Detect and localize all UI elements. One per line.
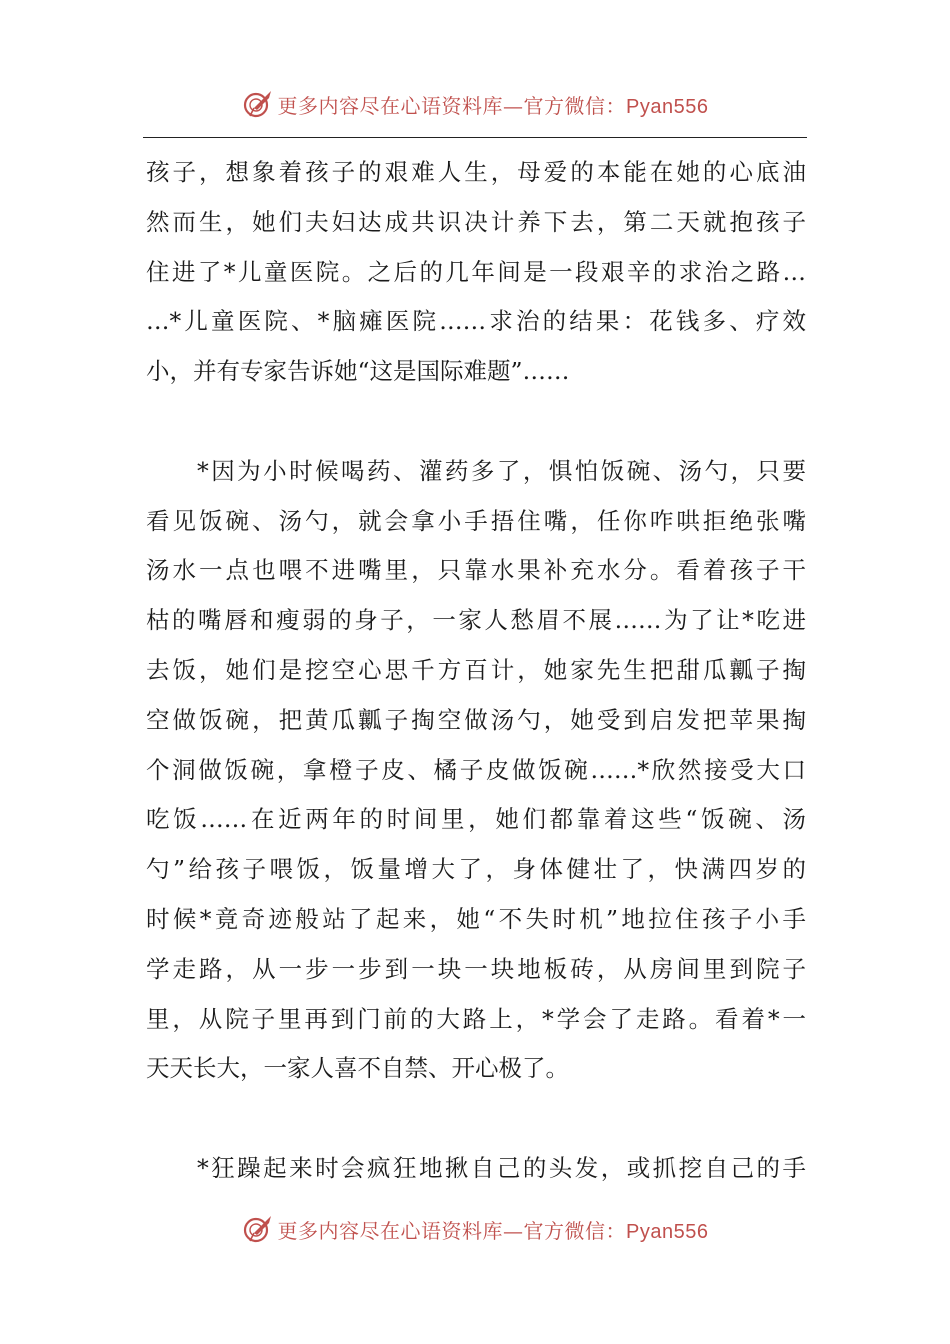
- text-line: 吃饭……在近两年的时间里，她们都靠着这些“饭碗、汤: [146, 805, 806, 834]
- header-rule: [143, 137, 807, 138]
- text-line: …*儿童医院、*脑瘫医院……求治的结果：花钱多、疗效: [146, 307, 806, 336]
- header-banner: [0, 86, 950, 122]
- text-line: 然而生，她们夫妇达成共识决计养下去，第二天就抱孩子: [146, 207, 806, 236]
- document-body: [146, 148, 806, 1194]
- text-line: 天天长大，一家人喜不自禁、开心极了。: [146, 1054, 569, 1083]
- quill-logo-icon: [242, 88, 274, 120]
- text-line: 孩子，想象着孩子的艰难人生，母爱的本能在她的心底油: [146, 158, 806, 186]
- footer-wechat-id: Pyan556: [626, 1220, 709, 1243]
- text-line: 里，从院子里再到门前的大路上，*学会了走路。看着*一: [146, 1004, 806, 1033]
- text-line: 勺”给孩子喂饭，饭量增大了，身体健壮了，快满四岁的: [146, 855, 806, 884]
- text-line: *狂躁起来时会疯狂地揪自己的头发，或抓挖自己的手: [197, 1153, 806, 1182]
- paragraph-gap: [146, 397, 806, 447]
- text-line: 住进了*儿童医院。之后的几年间是一段艰辛的求治之路…: [146, 257, 806, 286]
- paragraph-3: [146, 1144, 806, 1194]
- quill-logo-icon: [242, 1213, 274, 1245]
- header-wechat-label: 官方微信：: [523, 93, 627, 118]
- text-line: 小，并有专家告诉她“这是国际难题”……: [146, 357, 570, 386]
- header-wechat-id: Pyan556: [626, 95, 709, 118]
- text-line: 汤水一点也喂不进嘴里，只靠水果补充水分。看着孩子干: [146, 556, 806, 585]
- text-line: 看见饭碗、汤勺，就会拿小手捂住嘴，任你咋哄拒绝张嘴: [146, 506, 806, 535]
- text-line: 学走路，从一步一步到一块一块地板砖，从房间里到院子: [146, 954, 806, 983]
- footer-main-text: 更多内容尽在心语资料库—: [277, 1218, 524, 1243]
- text-line: 去饭，她们是挖空心思千方百计，她家先生把甜瓜瓤子掏: [146, 655, 806, 684]
- text-line: 空做饭碗，把黄瓜瓤子掏空做汤勺，她受到启发把苹果掏: [146, 705, 806, 734]
- header-main-text: 更多内容尽在心语资料库—: [277, 93, 524, 118]
- paragraph-gap: [146, 1094, 806, 1144]
- text-line: 枯的嘴唇和瘦弱的身子，一家人愁眉不展……为了让*吃进: [146, 606, 806, 635]
- header-text: [278, 90, 709, 119]
- text-line: *因为小时候喝药、灌药多了，惧怕饭碗、汤勺，只要: [197, 456, 806, 485]
- text-line: 个洞做饭碗，拿橙子皮、橘子皮做饭碗……*欣然接受大口: [146, 755, 806, 784]
- paragraph-1: [146, 148, 806, 397]
- footer-text: [278, 1215, 709, 1244]
- text-line: 时候*竟奇迹般站了起来，她“不失时机”地拉住孩子小手: [146, 904, 806, 933]
- paragraph-2: [146, 447, 806, 1094]
- footer-wechat-label: 官方微信：: [523, 1218, 627, 1243]
- footer-banner: [0, 1211, 950, 1247]
